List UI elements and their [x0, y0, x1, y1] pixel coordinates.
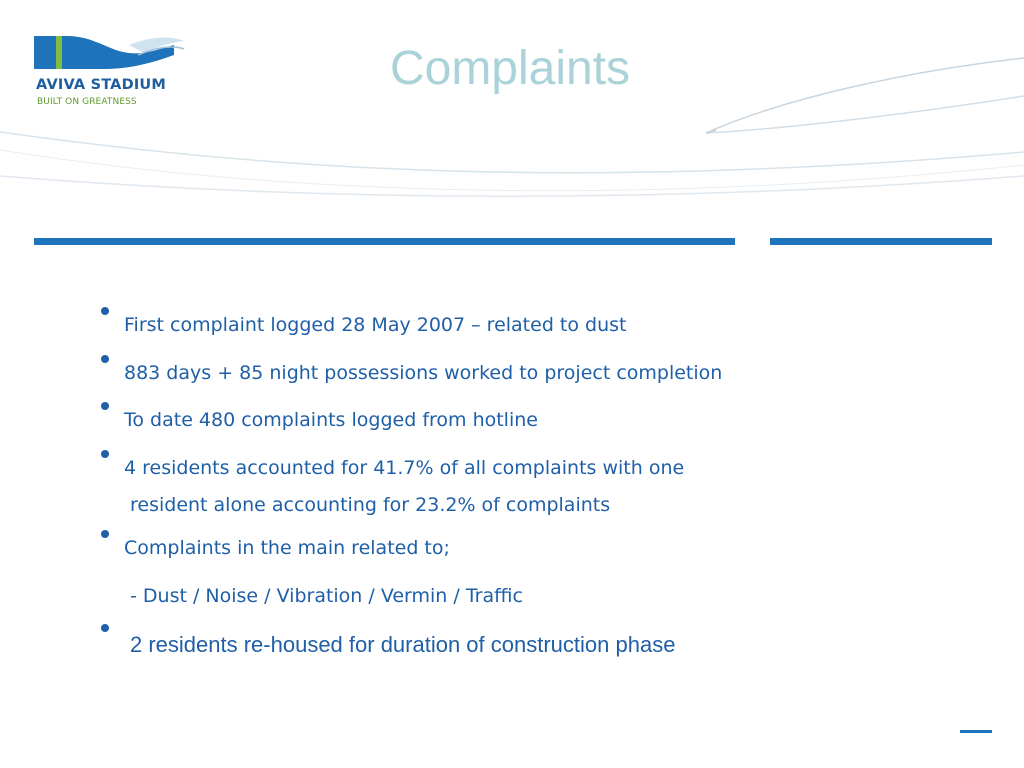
bullet-dot: [101, 530, 109, 538]
bullet-text-continuation: resident alone accounting for 23.2% of complaints: [130, 494, 611, 516]
corner-dash: [960, 730, 992, 733]
bullet-text: 2 residents re-housed for duration of construction phase: [130, 632, 676, 657]
sub-item-text: - Dust / Noise / Vibration / Vermin / Traffic: [130, 585, 523, 607]
bullet-dot: [101, 402, 109, 410]
bullet-text: First complaint logged 28 May 2007 – related to dust: [124, 314, 627, 336]
bullet-text: To date 480 complaints logged from hotline: [124, 409, 538, 431]
bullet-dot: [101, 355, 109, 363]
bullet-text: 883 days + 85 night possessions worked to project completion: [124, 362, 723, 384]
bullet-text: Complaints in the main related to;: [124, 537, 450, 559]
bullet-dot: [101, 307, 109, 315]
logo-tagline: BUILT ON GREATNESS: [37, 97, 137, 107]
bullet-text: 4 residents accounted for 41.7% of all complaints with one: [124, 457, 685, 479]
bullet-dot: [101, 450, 109, 458]
slide-title: Complaints: [389, 42, 631, 95]
logo-name: AVIVA STADIUM: [36, 77, 167, 93]
bullet-dot: [101, 624, 109, 632]
